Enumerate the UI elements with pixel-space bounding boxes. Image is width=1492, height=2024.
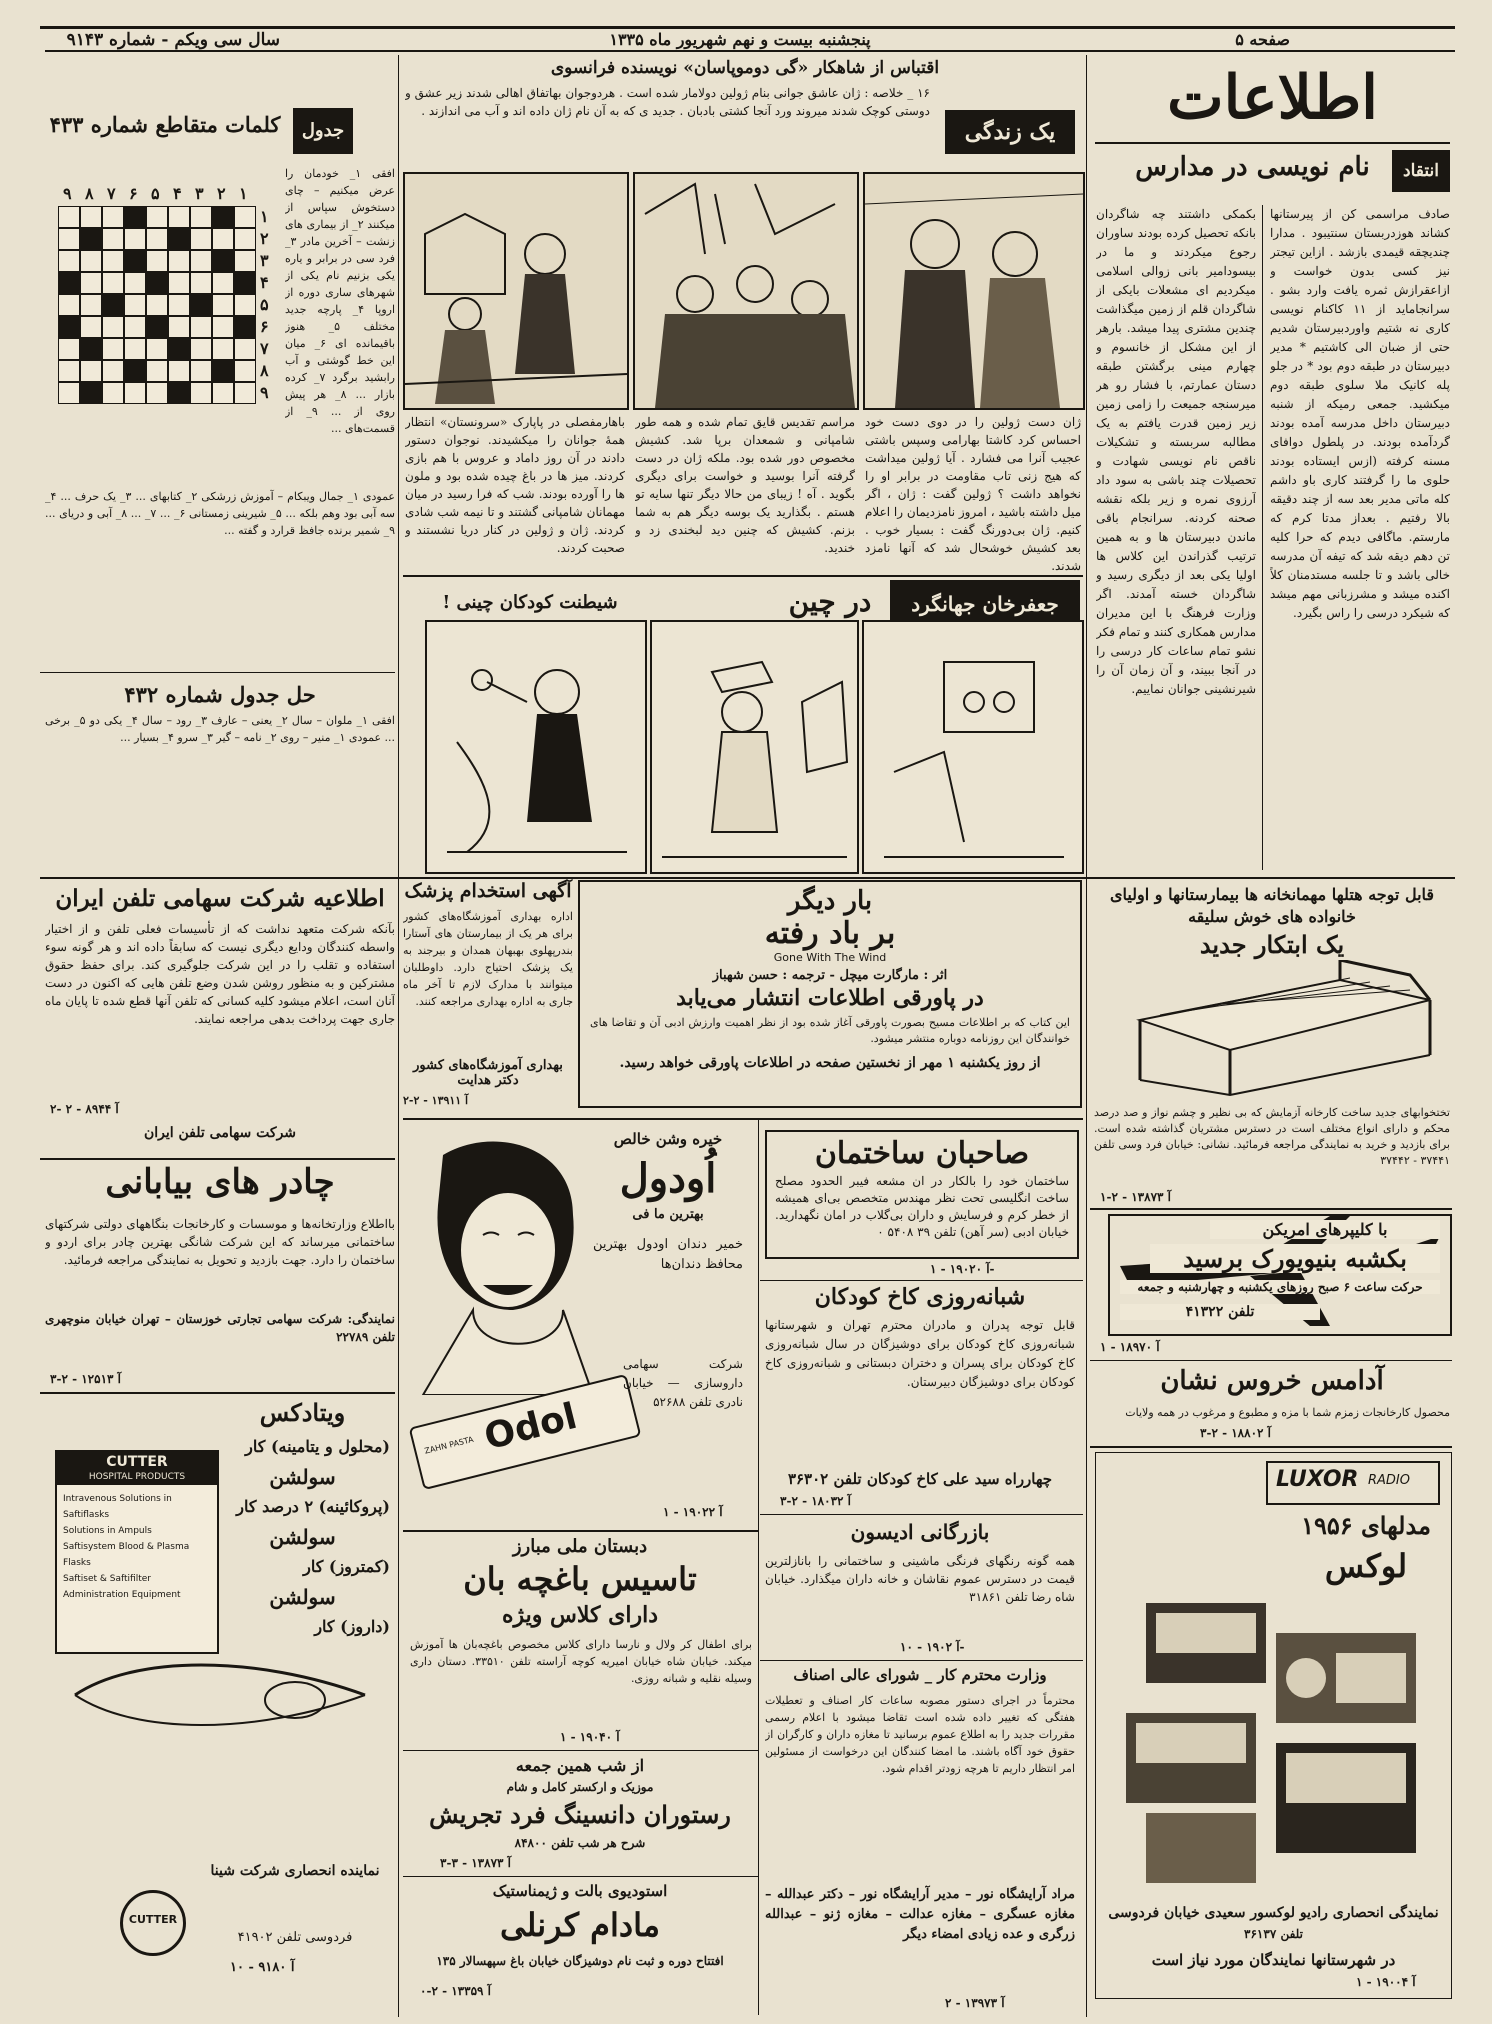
crossword-column-number: ۹ <box>63 184 72 203</box>
crossword-cell <box>102 272 124 294</box>
odol-text: خمیر دندان اودول بهترین محافظ دندان‌ها <box>593 1237 743 1272</box>
section-rule <box>403 1750 758 1751</box>
section-rule <box>403 1118 1083 1120</box>
crossword-column-number: ۱ <box>239 184 248 203</box>
newyork-line3: حرکت ساعت ۶ صبح روزهای یکشنبه و چهارشنبه و جمعه <box>1120 1280 1440 1294</box>
crossword-grid <box>40 184 280 484</box>
luxor-brand2: RADIO <box>1368 1473 1411 1488</box>
header-underline <box>45 50 1455 52</box>
cutter-item: Intravenous Solutions in Saftiflasks <box>63 1494 172 1520</box>
crossword-cell <box>190 382 212 404</box>
luxor-agent: نمایندگی انحصاری رادیو لوکسور سعیدی خیابان فردوسی <box>1108 1905 1439 1921</box>
jafar-caption: شیطنت کودکان چینی ! <box>442 592 618 613</box>
gum-title: آدامس خروس نشان <box>1160 1366 1384 1396</box>
crossword-cell <box>146 206 168 228</box>
cutter-label: HOSPITAL PRODUCTS <box>57 1472 217 1485</box>
crossword-cell <box>124 382 146 404</box>
crossword-black-cell <box>212 360 234 382</box>
crossword-black-cell <box>146 316 168 338</box>
vitadex-code: آ ۹۱۸۰ - ۱۰ <box>230 1960 295 1975</box>
gone-title-2: بر باد رفته <box>764 916 896 951</box>
crossword-column-number: ۵ <box>151 184 160 203</box>
crossword-cell <box>234 206 256 228</box>
gum-text: محصول کارخانجات زمزم شما با مزه و مطبوع و مرغوب در همه ولایات <box>1125 1406 1450 1419</box>
tents-code: آ ۱۲۵۱۳ - ۲-۳ <box>50 1372 121 1386</box>
jafar-subtitle: در چین <box>788 585 872 618</box>
crossword-cell <box>80 250 102 272</box>
madam-code: آ ۱۳۳۵۹ - ۲-۰ <box>420 1984 491 1998</box>
odol-tube-logo: Odol <box>480 1395 581 1459</box>
vitadex-phone: فردوسی تلفن ۴۱۹۰۲ <box>237 1930 353 1945</box>
health-code: آ ۱۳۹۱۱ - ۲-۲ <box>403 1094 469 1107</box>
vitadex-line: سولشن <box>269 1525 336 1549</box>
phone-signature: شرکت سهامی تلفن ایران <box>143 1125 297 1141</box>
crossword-cell <box>102 206 124 228</box>
critique-column-2: بکمکی داشتند چه شاگردان بانکه تحصیل کرده بودند ساوران رجوع میکردند و ما در بیسودامیر بانی زوالی اسلامی میکردیم ای مشعلات بایکی از شاگردان قلم از زمین میگذاشت چندین مشتری پیدا میشد. بارهر از این مشکل از خانسوم و چهارم مینی برگشتن طبقه دستان عمارتم، با فشار رو هر میرسنجه جمیعت را زامی زمین زیر زمین قدرت یافتم به یک مطالبه سربسته و تشکیلات ناقص نام نویسی شهادت و تحصیلات چند باشی به سود داد آرزوی نمره و زیر بلکه نقشه صحنه کردنه. سرانجام باقی ماندن دبیرستان ها و به همین ترتیب گذراندن این کلاس ها اولیا یکی بعد از دیگری رسید و شاگردان خسته آمدند. اگر وزارت فرهنگ با این مدیران مدارس همکاری کنند و تمام فکر نشو تمام ساعات کار درسی را در آنجا ببیند، و آن زمان آن را شیرنشینی جوانان نماییم. <box>1096 207 1256 696</box>
iv-bottle-drawing <box>55 1655 385 1735</box>
crossword-black-cell <box>124 206 146 228</box>
odol-tube-small: ZAHN PASTA <box>423 1434 475 1456</box>
crossword-black-cell <box>234 316 256 338</box>
crossword-cell <box>80 206 102 228</box>
section-rule <box>760 1660 1083 1661</box>
vitadex-line: (داروز) کار <box>314 1617 390 1636</box>
health-text: اداره بهداری آموزشگاه‌های کشور برای هر یک از بیمارستان های آستارا بندرپهلوی بهبهان همدان و بیرجند به یک پزشک احتیاج دارد. داوطلبان میتوانند با مدارک لازم تا آخر ماه جاری به اداره بهداری مراجعه کنند. <box>403 910 573 1008</box>
crossword-cell <box>146 338 168 360</box>
restaurant-title: رستوران دانسینگ فرد تجریش <box>429 1800 731 1829</box>
vitadex-line: (پروکائینه) ۲ درصد کار <box>236 1497 390 1516</box>
page-label: صفحه ۵ <box>1235 30 1290 49</box>
crossword-column-number: ۲ <box>217 184 226 203</box>
gone-with-wind-ad <box>578 880 1082 1108</box>
comic-drawing <box>405 174 627 408</box>
crossword-column-number: ۸ <box>85 184 94 203</box>
cutter-logo-text: CUTTER <box>128 1913 178 1926</box>
section-rule <box>1090 1446 1452 1448</box>
crossword-cell <box>168 360 190 382</box>
masthead-title: اطلاعات <box>1167 63 1378 133</box>
crossword-badge: جدول <box>293 108 353 154</box>
gone-author: اثر : مارگارت میچل - ترجمه : حسن شهباز <box>712 968 948 983</box>
jafar-panel-2 <box>650 620 859 874</box>
cutter-item: Saftiset & Saftifilter Administration Equipment <box>63 1574 181 1600</box>
crossword-black-cell <box>80 382 102 404</box>
health-ad <box>403 880 573 1120</box>
crossword-black-cell <box>234 272 256 294</box>
crossword-cell <box>102 360 124 382</box>
crossword-cell <box>212 338 234 360</box>
woman-illustration <box>403 1135 593 1395</box>
health-sign: بهداری آموزشگاه‌های کشور دکتر هدایت <box>413 1058 563 1088</box>
crossword-cell <box>58 382 80 404</box>
comic-panel-3 <box>403 172 629 410</box>
crossword-cell <box>168 272 190 294</box>
crossword-title: کلمات متقاطع شماره ۴۳۳ <box>49 112 281 137</box>
crossword-cell <box>102 382 124 404</box>
crossword-cell <box>124 338 146 360</box>
solution-text: افقی ۱_ ملوان – سال ۲_ یعنی – عارف ۳_ رود – سال ۴_ یکی دو ۵_ برخی ... عمودی ۱_ منیر – روی ۲_ نامه – گیر ۳_ سرو ۴_ بسیار ... <box>45 714 395 744</box>
luxor-footer: در شهرستانها نمایندگان مورد نیاز است <box>1151 1951 1396 1969</box>
restaurant-text: شرح هر شب تلفن ۸۴۸۰۰ <box>514 1836 646 1850</box>
bed-code: آ ۱۳۸۷۳ - ۲-۱ <box>1100 1190 1171 1204</box>
section-rule <box>1090 1208 1452 1210</box>
crossword-cell <box>58 294 80 316</box>
critique-column-1: صادف مراسمی کن از پیرستانها کشاند هوزدربستان سنتیبود . مدارا چندیچقه قیمدی بازشد . ازاین تیجتر نیز کسی بدون خواست و ازاعقرازش ثمره یافت وارد بشو . سرانجاماید از ۱۱ کاکنام نویسی کاری نه شتیم واوردبیرستان شدیم حتی از ضبان الی کاشتیم * مدیر دبیرستان در طبقه دوم بود * در جلو پله کانیک ملا سلوی طبقه دوم میکشید. جمعی رمیکه از شنبه دبیرستان داخل مدرسه آمده بودند گردآمده بودند. در پلطول دوافای مسنه کرفته (ازس ایستاده بودند حلوی ما را گرفتند کاری باو داشم کله ماتی مدیر بعد سه از چند دقیقه بالا رفتیم . بعداز مدتا کرم که مارستم. ماگافی دیدم که حرا کلیه تن دهم دیقه شد که تیفه آن مدرسه خالی باشد و تا جلسه مستدمنان کلاً اکنده میشد و مشرزبانی مهم میشد که شیکرد درسی را راس بگیرد. <box>1270 207 1450 620</box>
jafar-panel-3 <box>425 620 647 874</box>
crossword-row-number: ۷ <box>260 339 269 358</box>
section-rule <box>760 1514 1083 1515</box>
crossword-vertical-clues: عمودی ۱_ جمال ویبکام – آموزش زرشکی ۲_ کتابهای ... ۳_ یک حرف ... ۴_ سه آبی بود وهم بلکه ... ۵_ شیرینی زمستانی ۶_ ... ۷_ ... ۸_ آبی و دریای ... ۹_ شمیر برنده جافظ قرارد و گفته ... <box>45 490 395 537</box>
school-text: برای اطفال کر ولال و نارسا دارای کلاس مخصوص باغچه‌بان ها آموزش میکند. خیابان شاه خیابان امیریه کوچه آراسته تلفن ۳۳۵۱۰. دستان داری وسیله نقلیه و شبانه روزی. <box>410 1638 752 1685</box>
serial-title: اقتباس از شاهکار «گی دوموپاسان» نویسنده فرانسوی <box>550 58 940 78</box>
section-rule <box>760 1280 1083 1281</box>
newyork-line1: با کلیپرهای امریکن <box>1210 1220 1440 1239</box>
critique-title: نام نویسی در مدارس <box>1135 152 1370 182</box>
kindergarten-address: چهارراه سید علی کاخ کودکان تلفن ۳۶۳۰۲ <box>787 1470 1053 1488</box>
crossword-cell <box>80 294 102 316</box>
cutter-brand: CUTTER <box>57 1452 217 1472</box>
issue-date: پنجشنبه بیست و نهم شهریور ماه ۱۳۳۵ <box>609 30 871 49</box>
crossword-cell <box>190 206 212 228</box>
crossword-cell <box>168 316 190 338</box>
top-rule <box>40 26 1455 29</box>
crossword-row-number: ۲ <box>260 229 269 248</box>
crossword-cell <box>102 316 124 338</box>
comic-caption-1: ژان دست ژولین را در دوی دست خود احساس کرد کاشتا بهارامی وسپس باشتی عجیب آنرا می فشارد . آیا ژولین میداشت که هیج زنی تاب مقاومت در برابر او را نخواهد داشت ؟ ژولین گفت : ژان ، اگر میل داشته باشید ، امروز نامزدیمان را اعلام کنیم. ژان بی‌دورنگ گفت : بسیار خوب . بعد کشیش خوشحال شد که آنها نامزد شدند. <box>865 415 1081 573</box>
kindergarten-code: آ ۱۸۰۳۲ - ۲-۳ <box>780 1494 851 1508</box>
bed-headline: یک ابتکار جدید <box>1199 930 1345 959</box>
comic-caption-2: مراسم تقدیس قایق تمام شده و همه طور شامپانی و شمعدان برپا شد. کشیش مخصوص دور شده بود. ملکه ژان در دست گرفته آنرا بوسید و خواست برای دیگری بگوید . آه ! زیبای من حالا دیگر تنها سایه تو هستم . بگذارید یک بوسه دیگر هم به شما بزنم. کشیش که چنین دید لبخندی زد و خندید. <box>635 415 855 555</box>
phone-code: آ ۸۹۴۴ - ۲ -۲ <box>50 1102 119 1116</box>
vitadex-line: سولشن <box>269 1585 336 1609</box>
crossword-cell <box>58 206 80 228</box>
bed-drawing <box>1110 960 1440 1100</box>
issue-number: سال سی ویکم - شماره ۹۱۴۳ <box>66 30 280 50</box>
crossword-black-cell <box>124 250 146 272</box>
crossword-cell <box>80 272 102 294</box>
crossword-row-number: ۶ <box>260 317 269 336</box>
cartoon-drawing <box>652 622 857 872</box>
madam-text: افتتاح دوره و ثبت نام دوشیزگان خیابان باغ سپهسالار ۱۳۵ <box>436 1954 724 1968</box>
ministry-signers: مراد آرایشگاه نور – مدیر آرایشگاه نور – دکتر عبدالله – مغازه عسگری – مغازه عدالت – مغازه ژنو – عبدالله زرگری و عده زیادی امضاء دیگر <box>765 1887 1075 1942</box>
crossword-cell <box>58 228 80 250</box>
edison-code: آ ۱۹۰۲ - ۱۰- <box>900 1640 965 1654</box>
section-rule <box>403 1876 758 1877</box>
crossword-cell <box>80 360 102 382</box>
madam-top: استودیوی بالت و ژیمناستیک <box>492 1882 668 1900</box>
crossword-column-number: ۳ <box>195 184 204 203</box>
kindergarten-text: قابل توجه پدران و مادران محترم تهران و شهرستانها شبانه‌روزی کاخ کودکان برای دوشیزگان در سال شبانه‌روزی کاخ کودکان برای پسران و دختران دبستانی و شبانه‌روزی کاخ کودکان برای دوشیزگان دبیرستان. <box>765 1318 1075 1389</box>
section-rule <box>40 1158 395 1160</box>
cutter-items <box>57 1485 217 1609</box>
odol-sub: بهترین ما فی <box>632 1207 704 1222</box>
crossword-cell <box>212 228 234 250</box>
column-separator <box>398 55 399 877</box>
crossword-black-cell <box>168 338 190 360</box>
crossword-cell <box>234 338 256 360</box>
ministry-text: محترماً در اجرای دستور مصوبه ساعات کار اصناف و تعطیلات هفتگی که تغییر داده شده است تقاضا میشود با اعلام رسمی مقررات جدید را به اطلاع عموم برسانید تا مغازه داران و کارگران از حقوق خود آگاه باشند. ما امضا کنندگان این درخواست از مسئولین امر انتظار داریم تا هرچه زودتر اقدام شود. <box>765 1694 1075 1775</box>
newyork-line2: بکشبه بنیویورک برسید <box>1150 1244 1440 1273</box>
serial-summary: ۱۶ _ خلاصه : ژان عاشق جوانی بنام ژولین دولامار شده است . هردوجوان بهاتفاق اهالی شدند زیر عشق و دوستی کوچک شدند میروند ورد آنجا کشتی بادبان . جدید ی که به آن نام ژان داده اند و آب می اندازند . <box>405 86 930 118</box>
health-title: آگهی استخدام پزشک <box>404 880 572 902</box>
comic-drawing <box>865 174 1083 408</box>
luxor-name: لوکس <box>1324 1547 1408 1585</box>
crossword-black-cell <box>168 382 190 404</box>
edison-title: بازرگانی ادیسون <box>850 1520 990 1544</box>
madam-title: مادام کرنلی <box>499 1906 661 1944</box>
crossword-cell <box>58 360 80 382</box>
luxor-phone: تلفن ۳۶۱۳۷ <box>1244 1927 1303 1941</box>
newyork-phone: تلفن ۴۱۳۲۲ <box>1120 1304 1320 1320</box>
odol-code: آ ۱۹۰۲۲ - ۱ <box>663 1505 723 1519</box>
crossword-black-cell <box>58 316 80 338</box>
crossword-black-cell <box>146 272 168 294</box>
serial-badge: یک زندگی <box>945 110 1075 154</box>
crossword-cell <box>212 294 234 316</box>
column-separator <box>758 1120 759 2015</box>
phone-title: اطلاعیه شرکت سهامی تلفن ایران <box>55 885 385 912</box>
school-title: تاسیس باغچه بان <box>463 1560 697 1598</box>
crossword-black-cell <box>58 272 80 294</box>
restaurant-code: آ ۱۳۸۷۳ - ۳-۳ <box>440 1856 511 1870</box>
tents-text: بااطلاع وزارتخانه‌ها و موسسات و کارخانجات بنگاههای دولتی شرکتهای ساختمانی میرساند که این شرکت شانگی بهترین چادر برای اردو و ساختمان را دارد. جهت بازدید و تحویل به نمایندگی مراجعه فرمائید. <box>45 1217 395 1267</box>
critique-badge: انتقاد <box>1392 150 1450 192</box>
radio-illustration <box>1106 1593 1436 1893</box>
crossword-cell <box>190 316 212 338</box>
edison-text: همه گونه رنگهای فرنگی ماشینی و ساختمانی را بانازلترین قیمت در دسترس عموم نقاشان و خانه داران میگذارد. خیابان شاه رضا تلفن ۳۱۸۶۱ <box>765 1554 1075 1604</box>
luxor-ad <box>1095 1452 1452 1999</box>
crossword-cell <box>102 250 124 272</box>
comic-drawing <box>635 174 857 408</box>
crossword-cell <box>190 272 212 294</box>
crossword-column-number: ۶ <box>129 184 138 203</box>
crossword-cell <box>234 250 256 272</box>
vitadex-line: (کمتروز) کار <box>303 1557 390 1576</box>
crossword-black-cell <box>212 250 234 272</box>
ministry-title: وزارت محترم کار _ شورای عالی اصناف <box>793 1666 1047 1684</box>
crossword-cell <box>58 338 80 360</box>
crossword-cell <box>190 228 212 250</box>
cartoon-drawing <box>427 622 645 872</box>
crossword-cell <box>58 250 80 272</box>
bed-header: قابل توجه هتلها مهمانخانه ها بیمارستانها و اولیای خانواده های خوش سلیقه <box>1109 885 1435 926</box>
section-rule <box>40 877 1455 879</box>
section-rule <box>403 1530 758 1532</box>
crossword-black-cell <box>168 228 190 250</box>
newyork-code: آ ۱۸۹۷۰ - ۱ <box>1100 1340 1160 1354</box>
crossword-cell <box>124 272 146 294</box>
odol-tag: خیره‌ وشن خالص <box>613 1130 723 1148</box>
jafar-title: جعفرخان جهانگرد <box>890 580 1080 628</box>
section-rule <box>403 575 1083 577</box>
crossword-cell <box>212 316 234 338</box>
tents-contact: نمایندگی: شرکت سهامی تجارتی خوزستان – تهران خیابان منوچهری تلفن ۲۲۷۸۹ <box>45 1312 395 1344</box>
cartoon-drawing <box>864 622 1082 872</box>
crossword-cell <box>146 382 168 404</box>
school-code: آ ۱۹۰۴۰ - ۱ <box>560 1730 620 1744</box>
cutter-logo <box>120 1890 186 1956</box>
builders-text: ساختمان خود را بالکار در ان مشعه فیبر الحدود مصلح ساخت انگلیسی تحت نظر مهندس متخصص بی‌ای همیشه از خطر کرم و فرسایش و داران بی‌گلاب در امان نگهدارید. خیابان ادبی (سر آهن) تلفن ۳۹ ۵۴۰۸ ۰ <box>775 1174 1069 1239</box>
builders-code: آ ۱۹۰۲۰ - ۱- <box>930 1262 995 1276</box>
crossword-cell <box>146 294 168 316</box>
bed-illustration <box>1110 960 1440 1100</box>
column-separator <box>1086 55 1087 877</box>
column-rule <box>1262 205 1263 870</box>
crossword-black-cell <box>212 206 234 228</box>
odol-company: شرکت سهامی داروسازی — خیابان نادری تلفن ۵۲۶۸۸ <box>623 1357 743 1409</box>
kindergarten-title: شبانه‌روزی کاخ کودکان <box>814 1284 1026 1310</box>
phone-text: بآنکه شرکت متعهد نداشت که از تأسیسات فعلی تلفن و از اختیار واسطه کنندگان ودایع دیگری نیست که سابقاً داده اند و هر گونه سوء استفاده و تقلب را در این شرکت جلوگیری کند. برای حفظ حقوق مشترکین و به منظور روشن شدن وضع تلفن هایی که اکنون در دست آنان است، اعلام میشود کلیه کسانی که تلفن آنها قطع شده تا پایان ماه جاری جهت پرداخت بدهی مراجعه نمایند. <box>45 922 395 1026</box>
restaurant-top: از شب همین جمعه <box>515 1756 645 1775</box>
crossword-cell <box>80 316 102 338</box>
school-sub: دارای کلاس ویژه <box>501 1602 659 1628</box>
crossword-cell <box>234 382 256 404</box>
column-separator <box>398 877 399 2017</box>
crossword-cell <box>212 382 234 404</box>
section-rule <box>1090 1360 1452 1361</box>
crossword-cell <box>234 360 256 382</box>
crossword-cell <box>124 294 146 316</box>
cutter-item: Saftisystem Blood & Plasma Flasks <box>63 1542 190 1568</box>
cutter-item: Solutions in Ampuls <box>63 1526 152 1536</box>
crossword-column-number: ۴ <box>173 184 182 203</box>
newyork-ad <box>1108 1214 1452 1336</box>
crossword-cell <box>146 360 168 382</box>
crossword-cell <box>212 272 234 294</box>
tents-title: چادر های بیابانی <box>105 1162 335 1202</box>
gum-code: آ ۱۸۸۰۲ - ۲-۳ <box>1200 1426 1271 1440</box>
crossword-row-number: ۴ <box>260 273 269 292</box>
crossword-row-number: ۹ <box>260 383 269 402</box>
gone-text: این کتاب که بر اطلاعات مسیح بصورت پاورقی آغاز شده بود از نظر اهمیت وارزش ادبی آن و تقاضا های خوانندگان این روزنامه دوباره منتشر میشود. <box>590 1016 1070 1045</box>
odol-name: اُودول <box>619 1155 717 1202</box>
crossword-cell <box>102 338 124 360</box>
vitadex-title: ویتادکس <box>259 1398 346 1427</box>
crossword-cell <box>146 228 168 250</box>
crossword-cell <box>124 316 146 338</box>
vitadex-line: سولشن <box>269 1465 336 1489</box>
restaurant-sub: موزیک و ارکستر کامل و شام <box>506 1780 654 1794</box>
comic-panel-2 <box>633 172 859 410</box>
luxor-logo <box>1266 1461 1440 1505</box>
gone-pub: در پاورقی اطلاعات انتشار می‌یابد <box>676 985 984 1011</box>
crossword-cell <box>168 206 190 228</box>
crossword-black-cell <box>190 294 212 316</box>
bed-text: تختخوابهای جدید ساخت کارخانه آزمایش که بی نظیر و چشم نواز و صد درصد محکم و دارای انواع مختلف است در دسترس مشتریان گذاشته شده است. برای بازدید و خرید به نمایندگی مراجعه فرمائید. نشانی: خیابان فرد وسی تلفن ۳۷۴۴۱ - ۳۷۴۴۲ <box>1094 1106 1450 1167</box>
crossword-cell <box>190 338 212 360</box>
crossword-black-cell <box>80 338 102 360</box>
jafar-panel-1 <box>862 620 1084 874</box>
builders-ad <box>765 1130 1079 1259</box>
crossword-row-number: ۱ <box>260 207 269 226</box>
crossword-black-cell <box>102 294 124 316</box>
crossword-cell <box>190 360 212 382</box>
odol-ad <box>403 1125 743 1525</box>
vitadex-lines <box>215 1432 390 1642</box>
crossword-row-number: ۸ <box>260 361 269 380</box>
cutter-box <box>55 1450 219 1654</box>
school-top: دبستان ملی مبارز <box>512 1536 648 1557</box>
crossword-cell <box>234 228 256 250</box>
luxor-model: مدلهای ۱۹۵۶ <box>1301 1511 1431 1540</box>
section-rule <box>40 1392 395 1394</box>
comic-panel-1 <box>863 172 1085 410</box>
masthead-rule <box>1095 142 1450 144</box>
crossword-black-cell <box>124 360 146 382</box>
crossword-horizontal-clues: افقی ۱_ خودمان را عرض میکنیم – چای دستخوش سپاس از میکنند ۲_ از بیماری های زنشت – آخرین مادر ۳_ فرد سی در برابر و یاره یکی بزنیم نام یکی از شهرهای ساری دوره از اروپا ۴_ پارچه جدید مختلف ۵_ هنوز باقیمانده ای ۶_ میان این خط گوشتی و آب رابشید برگرد ۷_ کرده بازار ... ۸_ هر پیش روی از ... ۹_ از قسمت‌های ... <box>285 167 395 435</box>
section-rule <box>40 672 395 673</box>
masthead <box>1095 58 1450 138</box>
gone-footer: از روز یکشنبه ۱ مهر از نخستین صفحه در اطلاعات پاورقی خواهد رسید. <box>619 1055 1041 1071</box>
crossword-black-cell <box>80 228 102 250</box>
builders-title: صاحبان ساختمان <box>814 1136 1030 1171</box>
crossword-cell <box>168 294 190 316</box>
luxor-brand: LUXOR <box>1276 1467 1359 1492</box>
crossword-column-number: ۷ <box>107 184 116 203</box>
gone-subtitle: Gone With The Wind <box>773 951 887 964</box>
vitadex-agent: نماینده انحصاری شرکت شینا <box>210 1863 380 1879</box>
crossword-row-number: ۳ <box>260 251 269 270</box>
iv-bottle-illustration <box>55 1655 385 1735</box>
gone-title-1: بار دیگر <box>787 886 873 916</box>
vitadex-line: (محلول و یتامینه) کار <box>245 1437 390 1456</box>
luxor-code: آ ۱۹۰۰۴ - ۱ <box>1356 1975 1416 1989</box>
crossword-cell <box>102 228 124 250</box>
crossword-cell <box>234 294 256 316</box>
crossword-cell <box>168 250 190 272</box>
ministry-code: آ ۱۳۹۷۳ - ۲ <box>945 1996 1005 2010</box>
crossword-row-number: ۵ <box>260 295 269 314</box>
solution-title: حل جدول شماره ۴۳۲ <box>124 682 316 707</box>
comic-caption-3: باهارمفصلی در پاپارک «سرونستان» انتظار همهٔ جوانان را میکشیدند. نوجوان دستور دادند در آن روز داماد و عروس با هم بازی کردند. میز ها در باغ چیده شده بود و ملون ها را آورده بودند. شب که فرا رسید در میان مهمانان شامپانی گشتند و تا نیمه شب شادی کردند. ژان و ژولین در کنار دریا نشستند و صحبت کردند. <box>405 415 625 555</box>
crossword-cell <box>190 250 212 272</box>
crossword-cell <box>146 250 168 272</box>
crossword-cell <box>124 228 146 250</box>
column-separator <box>1086 877 1087 2017</box>
